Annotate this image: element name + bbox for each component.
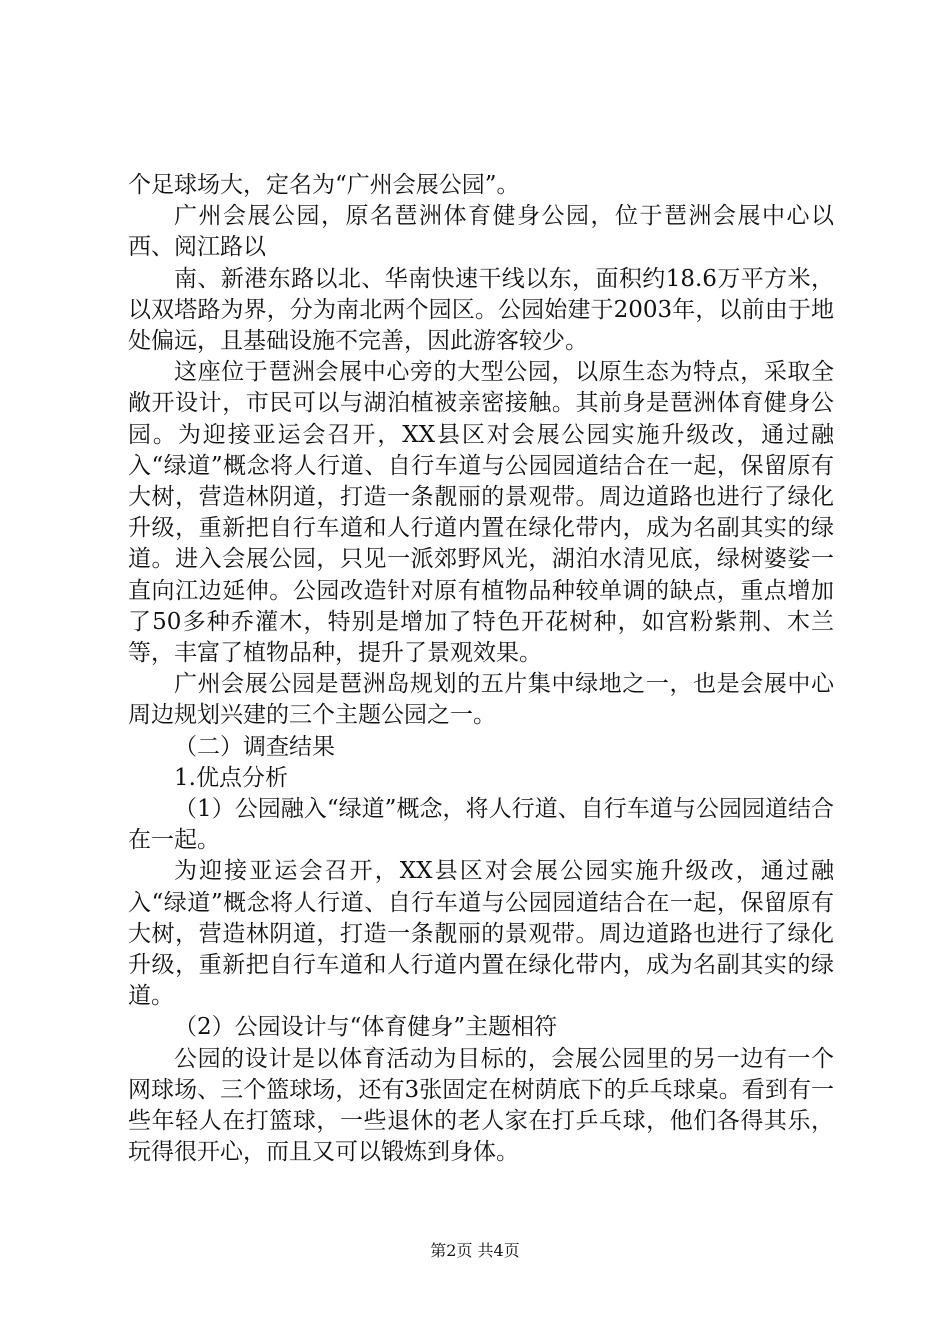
- subheading-advantages: 1.优点分析: [174, 764, 288, 791]
- paragraph-4: 这座位于琶洲会展中心旁的大型公园，以原生态为特点，采取全敞开设计，市民可以与湖泊植被亲密接触。其前身是琶洲体育健身公园。为迎接亚运会召开，XX县区对会展公园实施升级改，通过融入“绿道”概念将人行道、自行车道与公园园道结合在一起，保留原有大树，营造林阴道，打造一条靓丽的景观带。周边道路也进行了绿化升级，重新把自行车道和人行道内置在绿化带内，成为名副其实的绿道。进入会展公园，只见一派郊野风光，湖泊水清见底，绿树婆娑一直向江边延伸。公园改造针对原有植物品种较单调的缺点，重点增加了50多种乔灌木，特别是增加了特色开花树种，如宫粉紫荆、木兰等，丰富了植物品种，提升了景观效果。: [128, 359, 834, 667]
- paragraph-point-1: 为迎接亚运会召开，XX县区对会展公园实施升级改，通过融入“绿道”概念将人行道、自行车道与公园园道结合在一起，保留原有大树，营造林阴道，打造一条靓丽的景观带。周边道路也进行了绿化升级，重新把自行车道和人行道内置在绿化带内，成为名副其实的绿道。: [128, 858, 834, 1010]
- paragraph-point-2: 公园的设计是以体育活动为目标的，会展公园里的另一边有一个网球场、三个篮球场，还有3张固定在树荫底下的乒乓球桌。看到有一些年轻人在打篮球，一些退休的老人家在打乒乓球，他们各得其乐，玩得很开心，而且又可以锻炼到身体。: [128, 1045, 834, 1166]
- page-footer: 第2页 共4页: [430, 1241, 520, 1260]
- paragraph-1: 个足球场大，定名为“广州会展公园”。: [128, 172, 520, 198]
- section-heading-survey-results: （二）调查结果: [174, 733, 335, 760]
- document-body: [128, 170, 834, 1169]
- paragraph-3: 南、新港东路以北、华南快速干线以东，面积约18.6万平方米，以双塔路为界，分为南北两个园区。公园始建于2003年，以前由于地处偏远，且基础设施不完善，因此游客较少。: [128, 265, 834, 355]
- paragraph-5: 广州会展公园是琶洲岛规划的五片集中绿地之一，也是会展中心周边规划兴建的三个主题公园之一。: [128, 671, 834, 729]
- point-2-heading: （2）公园设计与“体育健身”主题相符: [174, 1014, 558, 1041]
- point-1-heading: （1）公园融入“绿道”概念，将人行道、自行车道与公园园道结合在一起。: [128, 796, 834, 854]
- paragraph-2: 广州会展公园，原名琶洲体育健身公园，位于琶洲会展中心以西、阅江路以: [128, 203, 834, 261]
